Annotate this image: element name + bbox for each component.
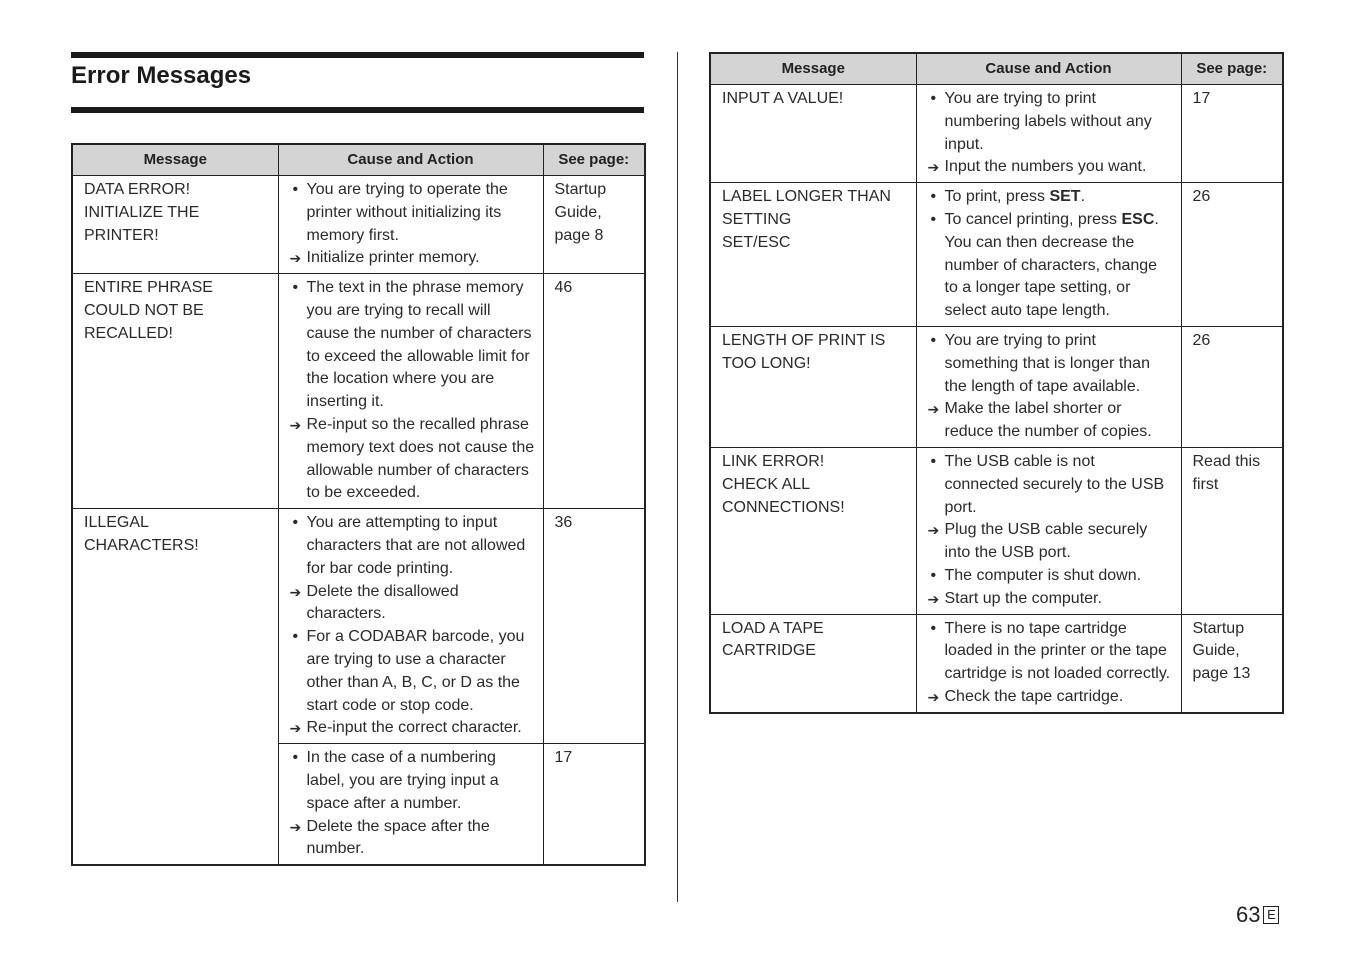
table-row xyxy=(710,614,1283,713)
see-page-cell: 26 xyxy=(1181,183,1283,327)
bullet-icon: • xyxy=(930,619,937,637)
bullet-icon: • xyxy=(930,331,937,349)
action-item xyxy=(928,398,1173,444)
cause-item xyxy=(290,512,535,580)
cause-item xyxy=(928,330,1173,398)
header-message: Message xyxy=(72,144,278,176)
cause-item xyxy=(928,186,1173,209)
message-line: INITIALIZE THE xyxy=(84,203,200,221)
item-text: You are trying to operate the printer without initializing its memory first. xyxy=(306,181,508,244)
bullet-icon: • xyxy=(930,566,937,584)
message-line: RECALLED! xyxy=(84,324,173,342)
cause-action-list xyxy=(290,277,535,505)
item-text: To cancel printing, press xyxy=(944,210,1122,228)
message-cell xyxy=(72,176,278,274)
item-text: Input the numbers you want. xyxy=(944,158,1147,176)
see-page-cell: Read this first xyxy=(1181,447,1283,614)
message-line: CONNECTIONS! xyxy=(722,498,845,516)
cause-action-cell xyxy=(916,85,1181,183)
action-item xyxy=(928,156,1173,179)
cause-item xyxy=(290,747,535,815)
item-text: There is no tape cartridge loaded in the printer or the tape cartridge is not loaded correctly. xyxy=(944,619,1171,683)
header-message: Message xyxy=(710,53,916,85)
title-rule-bottom xyxy=(71,107,644,113)
message-line: LABEL LONGER THAN xyxy=(722,188,891,206)
item-text: For a CODABAR barcode, you are trying to use a character other than A, B, C, or D as the start code or stop code. xyxy=(306,628,525,714)
message-line: LINK ERROR! xyxy=(722,452,825,470)
item-text: Check the tape cartridge. xyxy=(944,687,1124,705)
table-header-row xyxy=(710,53,1283,85)
bullet-icon: • xyxy=(292,181,299,198)
message-line: ENTIRE PHRASE xyxy=(84,279,213,297)
cause-action-cell xyxy=(916,447,1181,614)
cause-action-list xyxy=(928,451,1173,611)
cause-action-list xyxy=(290,179,535,270)
item-text: The computer is shut down. xyxy=(944,566,1142,584)
action-item xyxy=(928,686,1173,709)
cause-action-list xyxy=(290,747,535,861)
item-text: Start up the computer. xyxy=(944,589,1102,607)
message-line: SETTING xyxy=(722,210,792,228)
bullet-icon: • xyxy=(292,514,299,532)
arrow-icon: ➔ xyxy=(289,416,302,433)
bullet-icon: • xyxy=(930,452,937,470)
message-cell xyxy=(710,183,916,327)
header-cause-and-action: Cause and Action xyxy=(278,144,543,176)
cause-action-cell xyxy=(916,614,1181,713)
header-cause-and-action: Cause and Action xyxy=(916,53,1181,85)
see-page-cell: 17 xyxy=(1181,85,1283,183)
cause-action-cell xyxy=(278,274,543,509)
item-text: Initialize printer memory. xyxy=(306,249,480,267)
message-line: CHARACTERS! xyxy=(84,536,199,554)
item-text: . You can then decrease the number of characters, change to a longer tape setting, or select auto tape length. xyxy=(944,210,1159,320)
arrow-icon: ➔ xyxy=(289,250,302,267)
cause-action-cell xyxy=(278,509,543,744)
item-text: In the case of a numbering label, you are trying input a space after a number. xyxy=(306,749,499,812)
action-item xyxy=(290,581,535,627)
action-item xyxy=(290,247,535,270)
message-line: DATA ERROR! xyxy=(84,181,191,198)
language-badge: E xyxy=(1263,906,1279,924)
item-text: Plug the USB cable securely into the USB port. xyxy=(944,521,1148,562)
cause-item xyxy=(928,209,1173,323)
item-text: Delete the disallowed characters. xyxy=(306,582,459,623)
cause-item xyxy=(928,565,1173,588)
message-cell xyxy=(72,274,278,509)
message-line: COULD NOT BE xyxy=(84,301,204,319)
message-line: INPUT A VALUE! xyxy=(722,90,844,107)
arrow-icon: ➔ xyxy=(927,159,940,176)
arrow-icon: ➔ xyxy=(289,720,302,737)
item-text: The text in the phrase memory you are trying to recall will cause the number of characters to exceed the allowable limit for the location where you are inserting it. xyxy=(306,279,532,411)
message-line: PRINTER! xyxy=(84,226,159,244)
table-row xyxy=(72,509,645,744)
action-item xyxy=(290,414,535,505)
cause-action-list xyxy=(928,330,1173,444)
action-item xyxy=(290,816,535,862)
see-page-cell: Startup Guide, page 13 xyxy=(1181,614,1283,713)
message-cell xyxy=(710,447,916,614)
cause-action-cell xyxy=(916,326,1181,447)
table-row xyxy=(710,447,1283,614)
message-line: ILLEGAL xyxy=(84,514,149,532)
action-item xyxy=(928,588,1173,611)
page-number-value: 63 xyxy=(1236,902,1261,927)
error-table-left xyxy=(71,143,646,866)
message-line: SET/ESC xyxy=(722,233,791,251)
cause-item xyxy=(290,179,535,247)
item-text: You are trying to print something that is longer than the length of tape available. xyxy=(944,331,1150,395)
item-text: You are trying to print numbering labels without any input. xyxy=(944,90,1152,153)
message-cell xyxy=(710,326,916,447)
bullet-icon: • xyxy=(292,279,299,297)
cause-item xyxy=(290,626,535,717)
error-table-right xyxy=(709,52,1284,714)
table-row xyxy=(72,176,645,274)
arrow-icon: ➔ xyxy=(927,688,940,705)
arrow-icon: ➔ xyxy=(289,818,302,835)
message-line: LENGTH OF PRINT IS xyxy=(722,331,886,349)
key-name: ESC xyxy=(1121,210,1155,228)
cause-action-cell xyxy=(916,183,1181,327)
page-title: Error Messages xyxy=(71,62,252,89)
table-row xyxy=(710,326,1283,447)
arrow-icon: ➔ xyxy=(927,590,940,607)
title-rule-top xyxy=(71,52,644,58)
arrow-icon: ➔ xyxy=(289,583,302,600)
cause-action-list xyxy=(928,186,1173,323)
message-line: TOO LONG! xyxy=(722,354,811,372)
item-text: To print, press xyxy=(944,188,1050,206)
table-row xyxy=(72,274,645,509)
item-text: . xyxy=(1080,188,1086,206)
see-page-cell: 26 xyxy=(1181,326,1283,447)
bullet-icon: • xyxy=(930,188,937,206)
message-cell xyxy=(710,85,916,183)
table-header-row xyxy=(72,144,645,176)
cause-item xyxy=(928,451,1173,519)
see-page-cell: 46 xyxy=(543,274,645,509)
bullet-icon: • xyxy=(930,210,937,228)
bullet-icon: • xyxy=(292,628,299,646)
action-item xyxy=(290,717,535,740)
key-name: SET xyxy=(1049,188,1081,206)
arrow-icon: ➔ xyxy=(927,401,940,418)
cause-action-cell xyxy=(278,176,543,274)
page-number xyxy=(1236,901,1279,929)
table-row xyxy=(710,183,1283,327)
see-page-cell: Startup Guide, page 8 xyxy=(543,176,645,274)
table-row xyxy=(710,85,1283,183)
item-text: Delete the space after the number. xyxy=(306,817,490,858)
cause-item xyxy=(928,88,1173,156)
message-line: CHECK ALL xyxy=(722,475,811,493)
action-item xyxy=(928,519,1173,565)
message-line: CARTRIDGE xyxy=(722,642,816,660)
item-text: You are attempting to input characters that are not allowed for bar code printing. xyxy=(306,514,526,577)
cause-item xyxy=(928,618,1173,686)
message-line: LOAD A TAPE xyxy=(722,619,824,637)
bullet-icon: • xyxy=(292,749,299,767)
message-cell xyxy=(72,509,278,865)
item-text: The USB cable is not connected securely to the USB port. xyxy=(944,452,1165,516)
see-page-cell: 36 xyxy=(543,509,645,744)
item-text: Re-input so the recalled phrase memory text does not cause the allowable number of characters to be exceeded. xyxy=(306,415,535,502)
bullet-icon: • xyxy=(930,90,937,107)
cause-action-cell xyxy=(278,744,543,865)
item-text: Make the label shorter or reduce the number of copies. xyxy=(944,400,1152,441)
header-see-page: See page: xyxy=(543,144,645,176)
see-page-cell: 17 xyxy=(543,744,645,865)
cause-action-list xyxy=(290,512,535,740)
header-see-page: See page: xyxy=(1181,53,1283,85)
cause-item xyxy=(290,277,535,414)
column-divider xyxy=(677,52,678,902)
arrow-icon: ➔ xyxy=(927,522,940,539)
item-text: Re-input the correct character. xyxy=(306,719,522,737)
message-cell xyxy=(710,614,916,713)
cause-action-list xyxy=(928,88,1173,179)
cause-action-list xyxy=(928,618,1173,709)
